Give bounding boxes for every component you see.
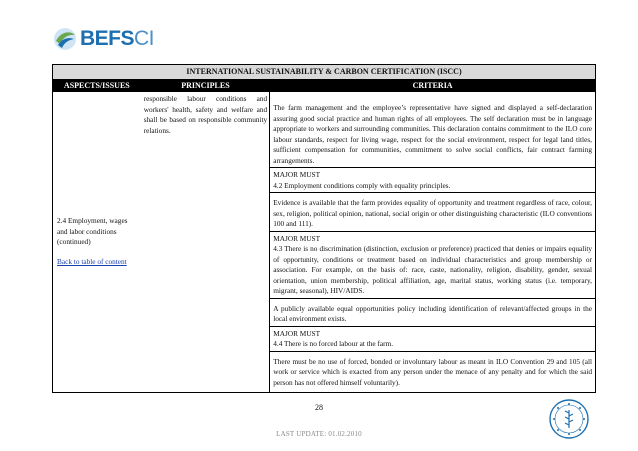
aspect-title-line: 2.4 Employment, wages (57, 216, 128, 225)
table-body-row (53, 92, 595, 393)
back-to-toc-link[interactable]: Back to table of content (57, 256, 127, 266)
criteria-heading-4-2: 4.2 Employment conditions comply with equality principles. (273, 180, 451, 190)
aspect-title-line: and labor conditions (57, 226, 117, 236)
last-update-footer: LAST UPDATE: 01.02.2010 (276, 430, 362, 438)
criteria-heading-4-3: 4.3 There is no discrimination (distinction, exclusion or preference) practiced that denies or impairs equality of opportunity, conditions or treatment based on individual characteristics and group membership or association. For example, on the basis of: race, caste, nationality, religion, disability, gender, sexual orientation, union membership, political affiliation, age, marital status, working status (i.e. temporary, migrant, seasonal), HIV/AIDS. (273, 244, 592, 295)
principles-cell: responsible labour conditions and workers' health, safety and welfare and shall be based on responsible community relations. (141, 92, 271, 393)
table-header-row (53, 80, 595, 92)
logo-wordmark: BEFSCI (80, 27, 155, 50)
criteria-equal-opportunity-policy: A publicly available equal opportunities policy including identification of relevant/affected groups in the local environment exists. (270, 298, 595, 326)
page-number: 28 (315, 403, 323, 412)
criteria-major-must-label: MAJOR MUST (270, 167, 595, 181)
criteria-cell (270, 92, 595, 393)
aspect-title-line: (continued) (57, 237, 91, 246)
criteria-self-declaration: The farm management and the employee’s representative have signed and displayed a self-declaration assuring good social practice and human rights of all employees. The self declaration must be in language appropriate to workers and surrounding communities. This declaration contains commitment to the ILO core labour standards, respect for living wage, respect for the social environment, respect for legal land titles, sufficient compensation for communities, commitment to solve social conflicts, fair contract farming arrangements. (273, 103, 592, 165)
criteria-heading-4-4: 4.4 There is no forced labour at the farm. (273, 339, 394, 348)
criteria-equality-evidence: Evidence is available that the farm provides equality of opportunity and treatment regardless of race, colour, sex, religion, political opinion, national, social origin or other distinguishing characteristic (ILO conventions 100 and 111). (270, 192, 595, 231)
befsci-logo-icon (52, 26, 78, 52)
header-criteria: CRITERIA (412, 81, 453, 90)
criteria-forced-labour: There must be no use of forced, bonded or involuntary labour as meant in ILO Convention 29 and 105 (all work or service which is exacted from any person under the menace of any penalty and for which the said person has not offered himself voluntarily). (270, 351, 595, 390)
header-principles: PRINCIPLES (181, 81, 230, 90)
header-aspects: ASPECTS/ISSUES (63, 81, 130, 90)
aspects-cell (53, 92, 141, 393)
befsci-logo (52, 26, 154, 52)
table-title: INTERNATIONAL SUSTAINABILITY & CARBON CERTIFICATION (ISCC) (53, 65, 595, 80)
fao-emblem-icon (548, 398, 590, 440)
criteria-major-must-label: MAJOR MUST (270, 231, 595, 245)
criteria-major-must-label: MAJOR MUST (270, 326, 595, 340)
iscc-criteria-table (52, 64, 596, 393)
